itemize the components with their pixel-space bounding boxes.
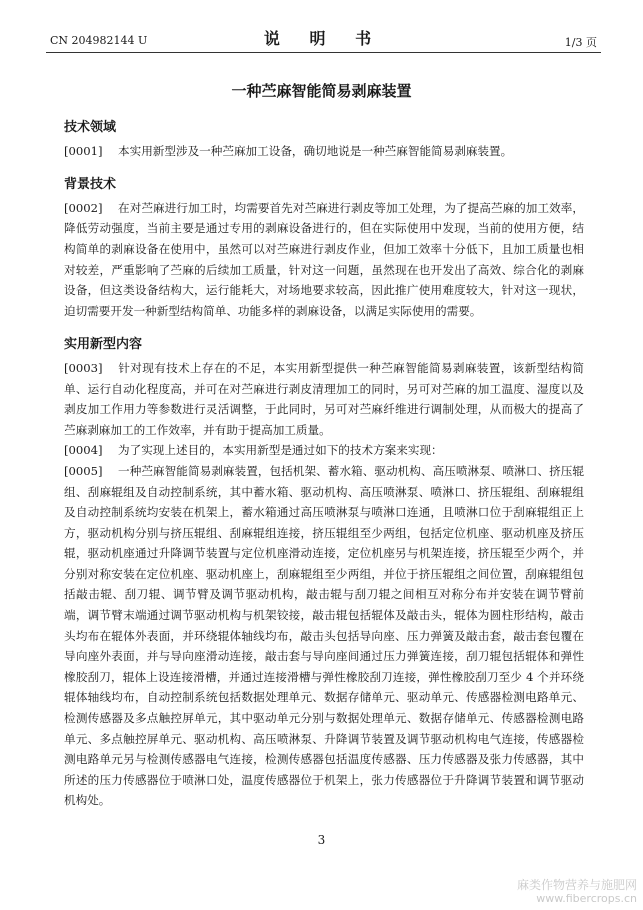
paragraph-text: 在对苎麻进行加工时，均需要首先对苎麻进行剥皮等加工处理，为了提高苎麻的加工效率，降低劳动强度，当前主要是通过专用的剥麻设备进行的，但在实际使用中发现，当前的使用方便，结构简单的剥麻设备在使用中，虽然可以对苎麻进行剥皮作业，但加工效率十分低下，且加工质量也相对较差，严重影响了苎麻的后续加工质量，针对这一问题，虽然现在也开发出了高效、综合化的剥麻设备，但这类设备结构大，运行能耗大，对场地要求较高，因此推广使用难度较大，针对这一现状，迫切需要开发一种新型结构简单、功能多样的剥麻设备，以满足实际使用的需要。 bbox=[64, 200, 584, 318]
paragraph-text: 为了实现上述目的，本实用新型是通过如下的技术方案来实现： bbox=[118, 443, 443, 458]
document-body bbox=[64, 118, 584, 811]
paragraph-number: [0005] bbox=[64, 463, 103, 478]
document-title: 一种苎麻智能简易剥麻装置 bbox=[231, 82, 412, 100]
paragraph bbox=[64, 198, 584, 322]
paragraph bbox=[64, 358, 584, 440]
paragraph-text: 本实用新型涉及一种苎麻加工设备，确切地说是一种苎麻智能简易剥麻装置。 bbox=[118, 143, 513, 158]
section-heading: 实用新型内容 bbox=[64, 337, 143, 353]
section-heading: 背景技术 bbox=[64, 177, 117, 193]
page-number: 3 bbox=[317, 833, 326, 847]
document-type: 说 明 书 bbox=[263, 29, 384, 48]
paragraph-number: [0003] bbox=[64, 360, 103, 375]
section-heading: 技术领域 bbox=[64, 120, 117, 135]
paragraph-number: [0002] bbox=[64, 200, 103, 215]
paragraph-text: 一种苎麻智能简易剥麻装置，包括机架、蓄水箱、驱动机构、高压喷淋泵、喷淋口、挤压辊组、刮麻辊组及自动控制系统，其中蓄水箱、驱动机构、高压喷淋泵、喷淋口、挤压辊组、刮麻辊组及自动控制系统均安装在机架上，蓄水箱通过高压喷淋泵与喷淋口连通，且喷淋口位于刮麻辊组正上方，驱动机构分别与挤压辊组、刮麻辊组连接，挤压辊组至少两组，包括定位机座、驱动机座及挤压辊，驱动机座通过升降调节装置与定位机座滑动连接，定位机座另与机架连接，挤压辊至少两个，并分别对称安装在定位机座、驱动机座上，刮麻辊组至少两组，并位于挤压辊组之间位置，刮麻辊组包括敲击辊、刮刀辊、调节臂及调节驱动机构，敲击辊与刮刀辊之间相互对称分布并安装在调节臂前端，调节臂末端通过调节驱动机构与机架铰接，敲击辊包括辊体及敲击头，辊体为圆柱形结构，敲击头均布在辊体外表面，并环绕辊体轴线均布，敲击头包括导向座、压力弹簧及敲击套，敲击套包覆在导向座外表面，并与导向座滑动连接，敲击套与导向座间通过压力弹簧连接，刮刀辊包括辊体和弹性橡胶刮刀，辊体上设连接滑槽，并通过连接滑槽与弹性橡胶刮刀连接，弹性橡胶刮刀至少 4 个并环绕辊体轴线均布，自动控制系统包括数据处理单元、数据存储单元、驱动单元、传感器检测电路单元、检测传感器及多点触控屏单元，其中驱动单元分别与数据处理单元、数据存储单元、传感器检测电路单元、多点触控屏单元、驱动机构、高压喷淋泵、升降调节装置及调节驱动机构电气连接，传感器检测电路单元另与检测传感器电气连接，检测传感器包括温度传感器、压力传感器及张力传感器，其中所述的压力传感器位于喷淋口处，温度传感器位于机架上，张力传感器位于升降调节装置和调节驱动机构处。 bbox=[64, 463, 584, 808]
watermark bbox=[517, 878, 637, 906]
paragraph bbox=[64, 461, 584, 811]
page-info: 1/3 页 bbox=[564, 36, 597, 49]
paragraph bbox=[64, 141, 584, 162]
paragraph-text: 针对现有技术上存在的不足，本实用新型提供一种苎麻智能简易剥麻装置，该新型结构简单、运行自动化程度高，并可在对苎麻进行剥皮清理加工的同时，另可对苎麻的加工温度、湿度以及剥皮加工作用力等参数进行灵活调整，于此同时，另可对苎麻纤维进行调制处理，从而极大的提高了苎麻剥麻加工的工作效率，并有助于提高加工质量。 bbox=[64, 360, 584, 437]
page-header bbox=[46, 18, 601, 53]
patent-number: CN 204982144 U bbox=[50, 34, 148, 47]
watermark-site-name: 麻类作物营养与施肥网 bbox=[516, 878, 637, 892]
watermark-url: www.fibercrops.cn bbox=[536, 892, 637, 905]
paragraph-number: [0004] bbox=[64, 443, 103, 458]
paragraph-number: [0001] bbox=[64, 143, 103, 158]
paragraph bbox=[64, 440, 584, 461]
